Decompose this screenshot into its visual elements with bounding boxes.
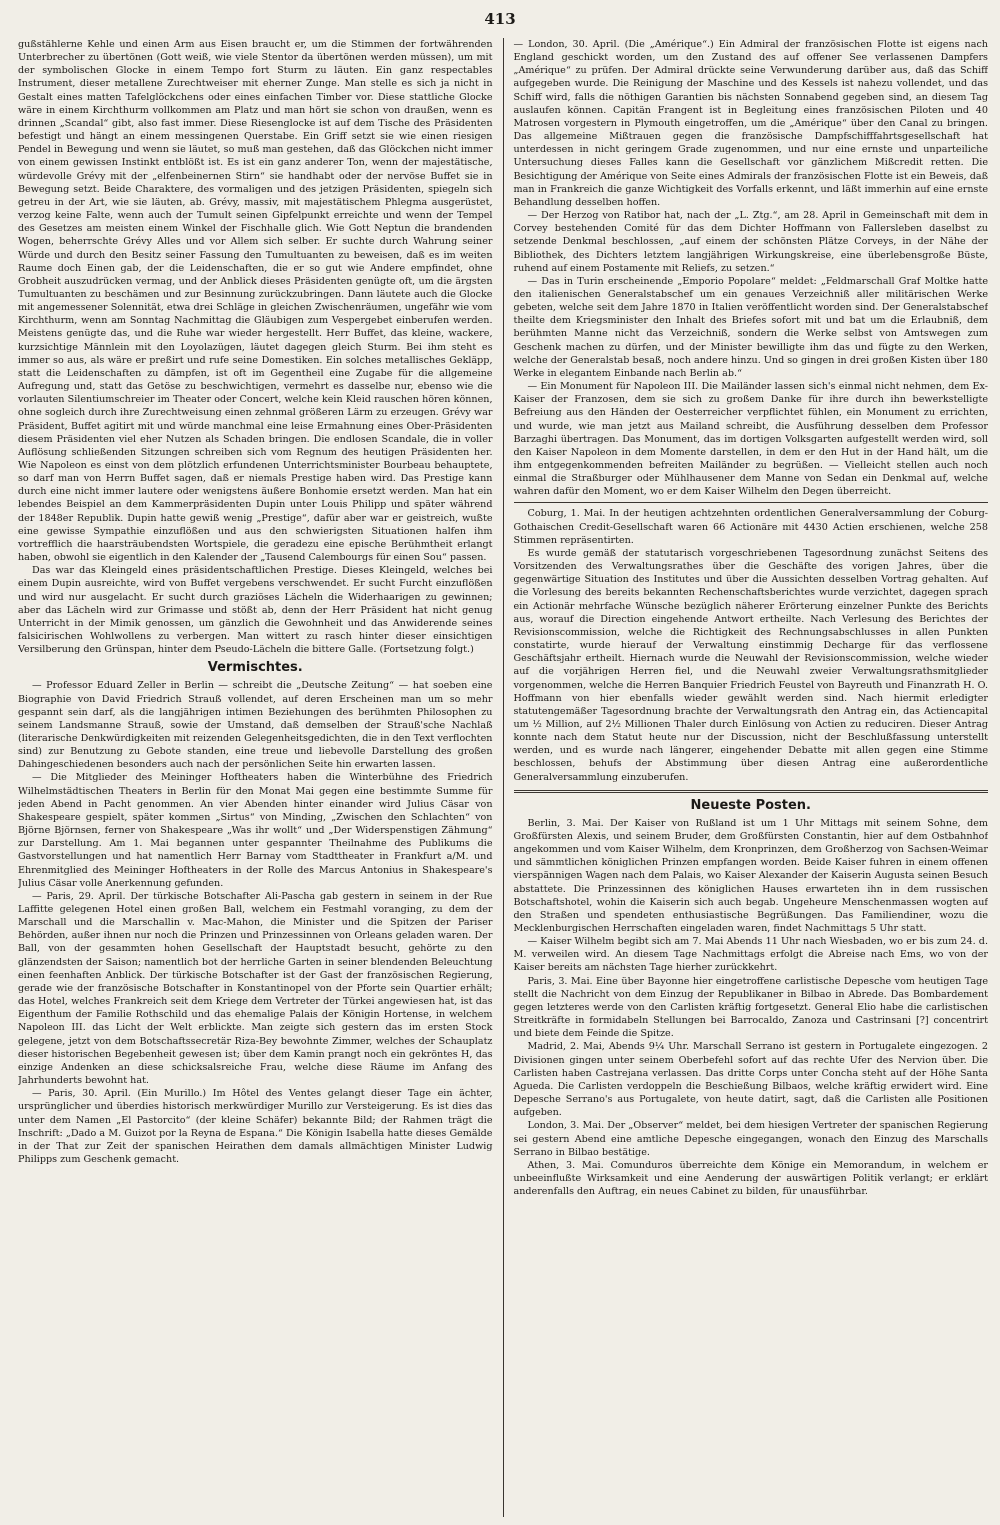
divider (514, 502, 989, 503)
news-item: — Der Herzog von Ratibor hat, nach der „L. Ztg.“, am 28. April in Gemeinschaft mit dem in Corvey bestehenden Comité für das dem Dichter Hoffmann von Fallersleben daselbst zu setzende Denkmal beschlossen, „auf einem der schönsten Plätze Corveys, in der Nähe der Bibliothek, des Dichters letztem langjährigen Wirkungskreise, eine überlebensgroße Büste, ruhend auf einem Postamente mit Reliefs, zu setzen.“ (513, 210, 988, 274)
news-item: Es wurde gemäß der statutarisch vorgeschriebenen Tagesordnung zunächst Seitens des Vorsitzenden des Verwaltungsrathes über die Geschäfte des vorigen Jahres, über die gegenwärtige Situation des Institutes und über die Aussichten desselben Vortrag gehalten. Auf die Vorlesung des bereits bekannten Rechenschaftsberichtes wurde verzichtet, dagegen sprach ein Actionär mehrfache Wünsche bezüglich näherer Erörterung einzelner Punkte des Berichts aus, worauf die Direction eingehende Antwort ertheilte. Nach Verlesung des Berichtes der Revisionscommission, welche die Richtigkeit des Rechnungsabschlusses in allen Punkten constatirte, wurde hierauf der Verwaltung einstimmig Decharge für das verflossene Geschäftsjahr ertheilt. Hiernach wurde die Neuwahl der Revisionscommission, welche wieder auf die vorjährigen Herren fiel, und die Neuwahl zweier Verwaltungsrathsmitglieder vorgenommen, welche die Herren Banquier Friedrich Feustel von Bayreuth und Finanzrath H. O. Hoffmann von hier ebenfalls wieder gewählt werden sind. Nach hiermit erledigter statutengemäßer Tagesordnung brachte der Verwaltungsrath den Antrag ein, das Actiencapital um ½ Million, auf 2½ Millionen Thaler durch Einlösung von Actien zu reduciren. Dieser Antrag konnte nach dem Statut heute nur der Discussion, nicht der Beschlußfassung unterstellt werden, und es wurde nach längerer, eingehender Debatte mit allen gegen eine Stimme beschlossen, behufs der Abstimmung über diesen Antrag eine außerordentliche Generalversammlung einzuberufen. (513, 547, 988, 783)
news-item: Coburg, 1. Mai. In der heutigen achtzehnten ordentlichen Generalversammlung der Coburg-Gothaischen Credit-Gesellschaft waren 66 Actionäre mit 4430 Actien erschienen, welche 258 Stimmen repräsentirten. (513, 508, 988, 546)
news-item: Berlin, 3. Mai. Der Kaiser von Rußland ist um 1 Uhr Mittags mit seinem Sohne, dem Großfürsten Alexis, und seinem Bruder, dem Großfürsten Constantin, hier auf dem Ostbahnhof angekommen und vom Kaiser Wilhelm, dem Kronprinzen, dem Großherzog von Sachsen-Weimar und sämmtlichen königlichen Prinzen empfangen worden. Beide Kaiser fuhren in einem offenen vierspännigen Wagen nach dem Palais, wo Kaiser Alexander der Kaiserin Augusta seinen Besuch abstattete. Die Prinzessinnen des königlichen Hauses erwarteten ihn in dem russischen Botschaftshotel, wohin die Kaiserin sich auch begab. Ungeheure Menschenmassen wogten auf den Straßen und spendeten enthusiastische Begrüßungen. Das Familiendiner, wozu die Mecklenburgischen Herrschaften eingeladen waren, findet Nachmittags 5 Uhr statt. (513, 817, 988, 934)
section-heading-news: Neueste Posten. (690, 797, 811, 813)
news-item: Athen, 3. Mai. Comunduros überreichte dem Könige ein Memorandum, in welchem er unbeeinflußte Wirksamkeit und eine Aenderung der auswärtigen Politik verlangt; er erklärt anderenfalls den Auftrag, ein neues Cabinet zu bilden, für unausführbar. (513, 1159, 988, 1198)
news-item: — Professor Eduard Zeller in Berlin — schreibt die „Deutsche Zeitung“ — hat soeben eine Biographie von David Friedrich Strauß vollendet, auf deren Erscheinen man um so mehr gespannt sein darf, als die langjährigen intimen Beziehungen des berühmten Philosophen zu seinem Landsmanne Strauß, sowie der Umstand, daß demselben der Strauß'sche Nachlaß (literarische Denkwürdigkeiten mit reizenden Gelegenheitsgedichten, die in den Text verflochten sind) zur Benutzung zu Gebote standen, eine treue und liebevolle Darstellung des großen Dahingeschiedenen besonders auch nach der persönlichen Seite hin erwarten lassen. (18, 680, 493, 771)
columns (18, 38, 988, 1517)
news-item: — Ein Monument für Napoleon III. Die Mailänder lassen sich's einmal nicht nehmen, dem Ex-Kaiser der Franzosen, dem sie sich zu großem Danke für ihre durch ihn bewerkstelligte Befreiung aus den Händen der Oesterreicher verpflichtet fühlen, ein Monument zu errichten, und wurde, wie man jetzt aus Mailand schreibt, die Ausführung desselben dem Professor Barzaghi übertragen. Das Monument, das im dortigen Volksgarten aufgestellt werden wird, soll den Kaiser Napoleon in dem Momente darstellen, in dem er den Hut in der Hand hält, um die ihm entgegenkommenden befreiten Mailänder zu begrüßen. — Vielleicht stellen auch noch einmal die Straßburger oder Mühlhausener dem Manne von Sedan ein Denkmal auf, welche wahren dafür den Moment, wo er dem Kaiser Wilhelm den Degen überreicht. (513, 381, 988, 498)
divider (514, 790, 989, 793)
article-paragraph: gußstählerne Kehle und einen Arm aus Eisen braucht er, um die Stimmen der fortwährenden Unterbrecher zu übertönen (Gott weiß, wie viele Stentor da übertönen werden müssen), um mit der symbolischen Glocke in einem Tempo fort Sturm zu läuten. Ein ganz respectables Instrument, dieser metallene Zurechtweiser mit eherner Zunge. Man stelle es sich ja nicht in Gestalt eines matten Tafelglöckchens oder eines einfachen Timber vor. Diese stattliche Glocke wäre in einem Kirchthurm vollkommen am Platz und man hört sie schon von draußen, wenn es drinnen „Scandal“ gibt, also fast immer. Diese Riesenglocke ist auf dem Tische des Präsidenten befestigt und hängt an einem messingenen Querstabe. Ein Griff setzt sie wie einen riesigen Pendel in Bewegung und wenn sie läutet, so muß man gestehen, daß das Glöckchen nicht immer von einem gewissen Instinkt entblößt ist. Es ist ein ganz anderer Ton, wenn der majestätische, würdevolle Grévy mit der „elfenbeinernen Stirn“ sie handhabt oder der nervöse Buffet sie in Bewegung setzt. Beide Charaktere, des vormaligen und des jetzigen Präsidenten, spiegeln sich getreu in der Art, wie sie läuten, ab. Grévy, massiv, mit majestätischem Phlegma ausgerüstet, verzog keine Falte, wenn auch der Tumult seinen Gipfelpunkt erreichte und wenn der Tempel des Gesetzes am meisten einem Winkel der Fischhalle glich. Wie Gott Neptun die brandenden Wogen, beherrschte Grévy Alles und vor Allem sich selber. Er suchte durch Wahrung seiner Würde und durch den Besitz seiner Fassung den Tumultuanten zu beweisen, daß es im weiten Raume doch Einen gab, der die Leidenschaften, die er so gut wie Andere empfindet, ohne Grobheit auszudrücken vermag, und der Anblick dieses Präsidenten genügte oft, um die ärgsten Tumultuanten zu beschämen und zur Besinnung zurückzubringen. Dann läutete auch die Glocke mit angemessener Solennität, etwa drei Schläge in gleichen Zwischenräumen, ungefähr wie vom Kirchthurm, wenn am Sonntag Nachmittag die Gläubigen zum Vespergebet einberufen werden. Meistens genügte das, und die Ruhe war wieder hergestellt. Herr Buffet, das kleine, wackere, kurzsichtige Männlein mit den Loyolazügen, läutet dagegen gleich Sturm. Bei ihm steht es immer so aus, als wäre er preßirt und rufe seine Domestiken. Ein solches metallisches Gekläpp, statt die Leidenschaften zu dämpfen, ist oft im Gegentheil eine Zugabe für die allgemeine Aufregung und, statt das Getöse zu beschwichtigen, vermehrt es dasselbe nur, ebenso wie die vorlauten Silentiumschreier im Theater oder Concert, welche kein Kleid rauschen hören können, ohne sogleich durch ihre Zurechtweisung einen zehnmal größeren Lärm zu erzeugen. Grévy war Präsident, Buffet agitirt mit und würde manchmal eine leise Ermahnung eines Ober-Präsidenten diesem Präsidenten viel eher Nutzen als Schaden bringen. Die endlosen Scandale, die in voller Auflösung schließenden Sitzungen schreiben sich vom Regnum des heutigen Präsidenten her. Wie Napoleon es einst von dem plötzlich erfundenen Unterrichtsminister Bourbeau behauptete, so darf man von Herrn Buffet sagen, daß er niemals Prestige haben wird. Das Prestige kann durch eine nicht immer lautere oder wenigstens äußere Bonhomie ersetzt werden. Man hat ein lebendes Beispiel an dem Kammerpräsidenten Dupin unter Louis Philipp und später während der 1848er Republik. Dupin hatte gewiß wenig „Prestige“, dafür aber war er geistreich, wußte eine gewisse Sympathie einzuflößen und aus den schwierigsten Situationen halfen ihm vortrefflich die haarsträubendsten Wortspiele, die geradezu eine epische Berühmtheit erlangt haben, obwohl sie eigentlich in den Kalender der „Tausend Calembourgs für einen Sou“ passen. (18, 39, 493, 564)
page-number: 413 (484, 10, 516, 28)
left-column (18, 38, 503, 1517)
news-item: Madrid, 2. Mai, Abends 9¼ Uhr. Marschall Serrano ist gestern in Portugalete eingezogen. 2 Divisionen gingen unter seinem Oberbefehl sofort auf das rechte Ufer des Nervion über. Die Carlisten haben Castrejana verlassen. Das dritte Corps unter Concha steht auf der Höhe Santa Agueda. Die Carlisten verdoppeln die Beschießung Bilbaos, welche kräftig erwidert wird. Eine Depesche Serrano's aus Portugalete, von heute datirt, sagt, daß die Carlisten alle Positionen aufgeben. (513, 1041, 988, 1119)
right-column (503, 38, 989, 1517)
news-item: London, 3. Mai. Der „Observer“ meldet, bei dem hiesigen Vertreter der spanischen Regierung sei gestern Abend eine amtliche Depesche eingegangen, wonach den Einzug des Marschalls Serrano in Bilbao bestätige. (513, 1120, 988, 1158)
news-item: — Kaiser Wilhelm begibt sich am 7. Mai Abends 11 Uhr nach Wiesbaden, wo er bis zum 24. d. M. verweilen wird. An diesem Tage Nachmittags erfolgt die Abreise nach Ems, wo von der Kaiser bereits am nächsten Tage hierher zurückkehrt. (513, 936, 988, 974)
news-item: Paris, 3. Mai. Eine über Bayonne hier eingetroffene carlistische Depesche vom heutigen Tage stellt die Nachricht von dem Einzug der Republikaner in Bilbao in Abrede. Das Bombardement gegen letzteres werde von den Carlisten kräftig fortgesetzt. General Elio habe die carlistischen Streitkräfte in formidabeln Stellungen bei Barrocaldo, Zanoza und Castrinsani [?] concentrirt und biete dem Feinde die Spitze. (513, 975, 988, 1040)
news-item: — London, 30. April. (Die „Amérique“.) Ein Admiral der französischen Flotte ist eigens nach England geschickt worden, um den Zustand des auf offener See verlassenen Dampfers „Amérique“ zu prüfen. Der Admiral drückte seine Verwunderung darüber aus, daß das Schiff aufgegeben wurde. Die Reinigung der Maschine und des Kessels ist nahezu vollendet, und das Schiff wird, falls die nöthigen Garantien bis nächsten Sonnabend gegeben sind, an diesem Tag auslaufen können. Capitän Frangent ist in Begleitung eines französischen Piloten und 40 Matrosen vorgestern in Plymouth eingetroffen, um die „Amérique“ über den Canal zu bringen. Das allgemeine Mißtrauen gegen die französische Dampfschifffahrtsgesellschaft hat unterdessen in nicht geringem Grade zugenommen, und nur eine ernste und unparteiliche Untersuchung dieses Falles kann die Gesellschaft vor gänzlichem Mißcredit retten. Die Besichtigung der Amérique von Seite eines Admirals der französischen Flotte ist ein Beweis, daß man in Frankreich die ganze Wichtigkeit des Vorfalls erkennt, und läßt immerhin auf eine ernste Behandlung desselben hoffen. (513, 39, 988, 208)
news-item: — Die Mitglieder des Meininger Hoftheaters haben die Winterbühne des Friedrich Wilhelmstädtischen Theaters in Berlin für den Monat Mai gegen eine bestimmte Summe für jeden Abend in Pacht genommen. An vier Abenden hinter einander wird Julius Cäsar von Shakespeare gespielt, später kommen „Sirtus“ von Minding, „Zwischen den Schlachten“ von Björne Björnsen, ferner von Shakespeare „Was ihr wollt“ und „Der Widerspenstigen Zähmung“ zur Darstellung. Am 1. Mai begannen unter gespannter Theilnahme des Publikums die Gastvorstellungen und hat namentlich Herr Barnay vom Stadttheater in Frankfurt a/M. und Ehrenmitglied des Meininger Hoftheaters in der Rolle des Marcus Antonius in Shakespeare's Julius Cäsar volle Anerkennung gefunden. (18, 772, 493, 889)
article-paragraph: Das war das Kleingeld eines präsidentschaftlichen Prestige. Dieses Kleingeld, welches bei einem Dupin ausreichte, wird von Buffet vergebens verschwendet. Er sucht Furcht einzuflößen und wird nur ausgelacht. Er sucht durch graziöses Lächeln die Widerhaarigen zu gewinnen; aber das Lächeln wird zur Grimasse und stößt ab, denn der Herr Präsident hat nicht genug Unterricht in der Mimik genossen, um gänzlich die Gewohnheit und das Anwiderende seines falsicirischen Wohlwollens zu verbergen. Man wittert zu rasch hinter dieser einsichtigen Versilberung den Grünspan, hinter dem Pseudo-Lächeln die bittere Galle. (Fortsetzung folgt.) (18, 565, 493, 656)
section-heading-misc: Vermischtes. (207, 660, 303, 676)
news-item: — Paris, 30. April. (Ein Murillo.) Im Hôtel des Ventes gelangt dieser Tage ein ächter, ursprünglicher und überdies historisch merkwürdiger Murillo zur Versteigerung. Es ist dies das unter dem Namen „El Pastorcito“ (der kleine Schäfer) bekannte Bild; der Rahmen trägt die Inschrift: „Dado a M. Guizot por la Reyna de Espana.“ Die Königin Isabella hatte dieses Gemälde in der That zur Zeit der spanischen Heirathen dem damals allmächtigen Minister Ludwig Philipps zum Geschenk gemacht. (18, 1088, 493, 1165)
news-item: — Paris, 29. April. Der türkische Botschafter Ali-Pascha gab gestern in seinem in der Rue Laffitte gelegenen Hotel einen großen Ball, welchem ein Festmahl voranging, zu dem der Marschall und die Marschallin v. Mac-Mahon, die Minister und die Spitzen der Pariser Behörden, außer ihnen nur noch die Prinzen und Prinzessinnen von Orleans geladen waren. Der Ball, von der gesammten hohen Gesellschaft der Hauptstadt besucht, gehörte zu den glänzendsten der Saison; namentlich bot der herrliche Garten in seiner blendenden Beleuchtung einen feenhaften Anblick. Der türkische Botschafter ist der Gast der französischen Regierung, gerade wie der französische Botschafter in Konstantinopel von der Pforte sein Quartier erhält; das Hotel, welches Frankreich seit dem Kriege dem Vertreter der Türkei angewiesen hat, ist das Eigenthum der Familie Rothschild und das ehemalige Palais der Königin Hortense, in welchem Napoleon III. das Licht der Welt erblickte. Man zeigte sich gestern das im ersten Stock gelegene, jetzt von dem Botschaftssecretär Riza-Bey bewohnte Zimmer, welches der Schauplatz dieser historischen Begebenheit gewesen ist; über dem Kamin prangt noch ein gekröntes H, das einzige Andenken an diese schicksalsreiche Frau, welche diese Räume im Anfang des Jahrhunderts bewohnt hat. (18, 890, 493, 1087)
news-item: — Das in Turin erscheinende „Emporio Popolare“ meldet: „Feldmarschall Graf Moltke hatte den italienischen Generalstabschef um ein genaues Verzeichniß aller militärischen Werke gebeten, welche seit dem Jahre 1870 in Italien veröffentlicht worden sind. Der Generalstabschef theilte dem Kriegsminister den Inhalt des Briefes sofort mit und bat um die Erlaubniß, dem berühmten Manne nicht das Verzeichniß, sondern die Werke selbst von Amtswegen zum Geschenk machen zu dürfen, und der Minister bewilligte ihm das und fügte zu den Werken, welche der Generalstab besaß, noch andere hinzu. Und so gingen in drei großen Kisten über 180 Werke in elegantem Einbande nach Berlin ab.“ (513, 275, 988, 379)
